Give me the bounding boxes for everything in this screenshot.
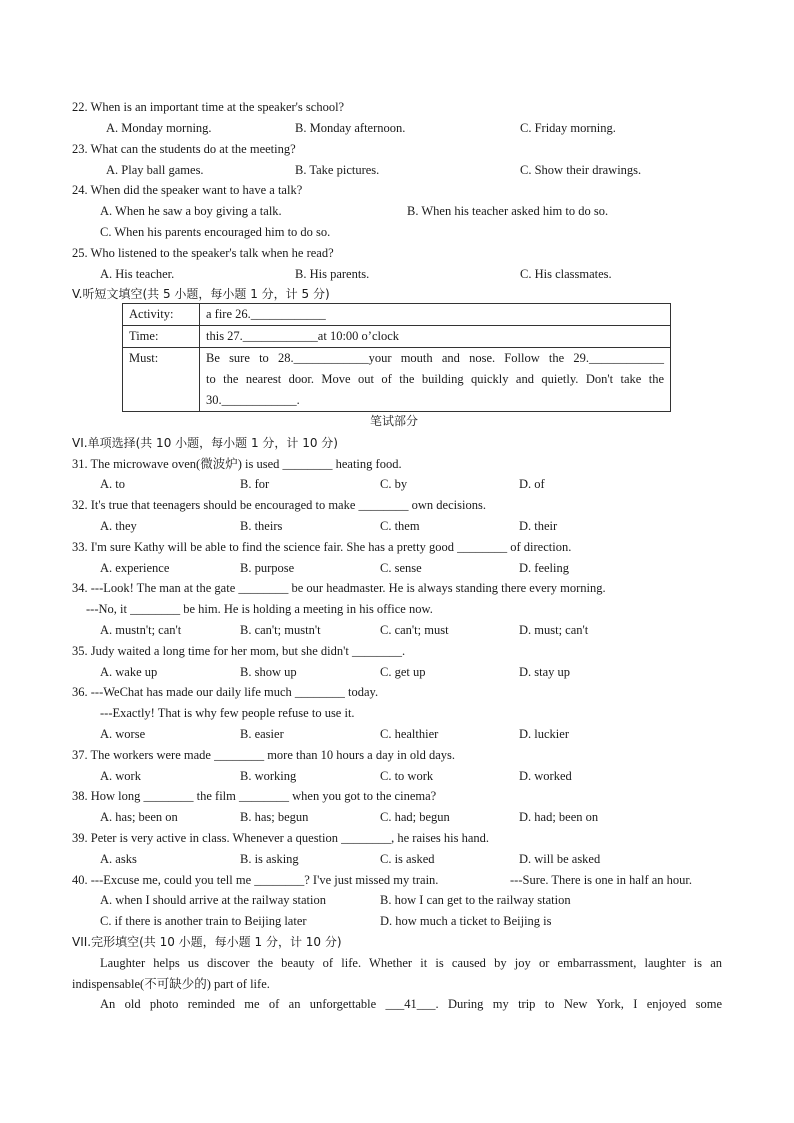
row-label: Time: [123,326,200,348]
row-content: this 27.____________at 10:00 o’clock [200,326,671,348]
question-40-stem: 40. ---Excuse me, could you tell me ________? I've just missed my train. [72,873,439,887]
question-32-stem: 32. It's true that teenagers should be encouraged to make ________ own decisions. [72,498,486,512]
question-35-stem: 35. Judy waited a long time for her mom, but she didn't ________. [72,644,406,658]
question-34-option-a: A. mustn't; can't [100,623,182,637]
question-36-option-d: D. luckier [519,727,569,741]
question-25-option-b: B. His parents. [295,267,370,281]
question-38-option-c: C. had; begun [380,810,450,824]
written-part-heading: 笔试部分 [370,414,419,428]
must-line-2: to the nearest door. Move out of the building quickly and quietly. Don't take the [206,372,664,386]
question-40-reply: ---Sure. There is one in half an hour. [510,873,693,887]
question-23-option-b: B. Take pictures. [295,163,380,177]
question-34-option-b: B. can't; mustn't [240,623,321,637]
question-40-option-a: A. when I should arrive at the railway station [100,893,326,907]
question-25-stem: 25. Who listened to the speaker's talk when he read? [72,246,334,260]
question-38-stem: 38. How long ________ the film ________ when you got to the cinema? [72,789,437,803]
question-36-option-b: B. easier [240,727,284,741]
question-39-option-c: C. is asked [380,852,435,866]
question-34-stem: 34. ---Look! The man at the gate ________ be our headmaster. He is always standing there every morning. [72,581,606,595]
question-32-option-c: C. them [380,519,420,533]
question-31-stem: 31. The microwave oven(微波炉) is used ________ heating food. [72,457,402,471]
question-36-option-c: C. healthier [380,727,439,741]
question-25-option-c: C. His classmates. [520,267,612,281]
table-row-time [123,326,671,348]
question-34-stem-reply: ---No, it ________ be him. He is holding a meeting in his office now. [86,602,433,616]
must-line-1: Be sure to 28.____________your mouth and nose. Follow the 29.____________ [206,351,664,365]
question-36-option-a: A. worse [100,727,146,741]
row-content: a fire 26.____________ [200,304,671,326]
question-32-option-b: B. theirs [240,519,283,533]
must-line-3: 30.____________. [206,393,300,407]
question-33-option-d: D. feeling [519,561,569,575]
passage-line-3 [100,996,722,1012]
question-36-stem: 36. ---WeChat has made our daily life much ________ today. [72,685,379,699]
question-38-option-d: D. had; been on [519,810,599,824]
question-33-option-b: B. purpose [240,561,295,575]
blank-41: ___41___ [385,997,436,1011]
passage-text-after-blank: . During my trip to New York, I enjoyed some [435,997,723,1011]
question-35-option-b: B. show up [240,665,297,679]
section-v-title: V.听短文填空(共 5 小题，每小题 1 分，计 5 分) [72,287,330,301]
question-24-option-c: C. When his parents encouraged him to do so. [100,225,331,239]
row-label: Activity: [123,304,200,326]
question-24-option-a: A. When he saw a boy giving a talk. [100,204,282,218]
question-40-option-d: D. how much a ticket to Beijing is [380,914,552,928]
question-22-option-a: A. Monday morning. [106,121,212,135]
question-37-option-c: C. to work [380,769,434,783]
question-22-option-b: B. Monday afternoon. [295,121,406,135]
question-25-option-a: A. His teacher. [100,267,175,281]
question-40-option-b: B. how I can get to the railway station [380,893,571,907]
question-37-stem: 37. The workers were made ________ more than 10 hours a day in old days. [72,748,456,762]
question-22-option-c: C. Friday morning. [520,121,616,135]
section-vi-title: VI.单项选择(共 10 小题，每小题 1 分，计 10 分) [72,436,338,450]
question-39-stem: 39. Peter is very active in class. Whenever a question ________, he raises his hand. [72,831,490,845]
section-vii-title: VII.完形填空(共 10 小题，每小题 1 分，计 10 分) [72,935,342,949]
question-22-stem: 22. When is an important time at the speaker's school? [72,100,345,114]
question-23-option-a: A. Play ball games. [106,163,204,177]
question-23-stem: 23. What can the students do at the meeting? [72,142,296,156]
question-37-option-a: A. work [100,769,141,783]
question-38-option-b: B. has; begun [240,810,309,824]
question-31-option-a: A. to [100,477,125,491]
question-33-option-c: C. sense [380,561,422,575]
question-37-option-d: D. worked [519,769,572,783]
notes-table [122,303,671,412]
question-34-option-c: C. can't; must [380,623,449,637]
passage-line-2: indispensable(不可缺少的) part of life. [72,977,270,991]
question-38-option-a: A. has; been on [100,810,178,824]
question-33-stem: 33. I'm sure Kathy will be able to find the science fair. She has a pretty good ________ of direction. [72,540,572,554]
question-31-option-d: D. of [519,477,545,491]
question-24-option-b: B. When his teacher asked him to do so. [407,204,609,218]
question-40-option-c: C. if there is another train to Beijing later [100,914,307,928]
question-39-option-d: D. will be asked [519,852,601,866]
question-35-option-a: A. wake up [100,665,158,679]
question-33-option-a: A. experience [100,561,170,575]
question-35-option-c: C. get up [380,665,426,679]
question-39-option-a: A. asks [100,852,137,866]
row-content [200,348,671,412]
question-35-option-d: D. stay up [519,665,571,679]
question-24-stem: 24. When did the speaker want to have a talk? [72,183,303,197]
question-37-option-b: B. working [240,769,297,783]
passage-text-before-blank: An old photo reminded me of an unforgettable [100,997,377,1011]
question-31-option-b: B. for [240,477,270,491]
table-row-activity [123,304,671,326]
question-32-option-a: A. they [100,519,137,533]
question-34-option-d: D. must; can't [519,623,589,637]
question-36-stem-reply: ---Exactly! That is why few people refuse to use it. [100,706,355,720]
table-row-must [123,348,671,412]
row-label: Must: [123,348,200,412]
question-39-option-b: B. is asking [240,852,299,866]
question-31-option-c: C. by [380,477,408,491]
passage-line-1: Laughter helps us discover the beauty of life. Whether it is caused by joy or embarrassment, laughter is an [100,956,722,970]
question-32-option-d: D. their [519,519,558,533]
question-23-option-c: C. Show their drawings. [520,163,642,177]
